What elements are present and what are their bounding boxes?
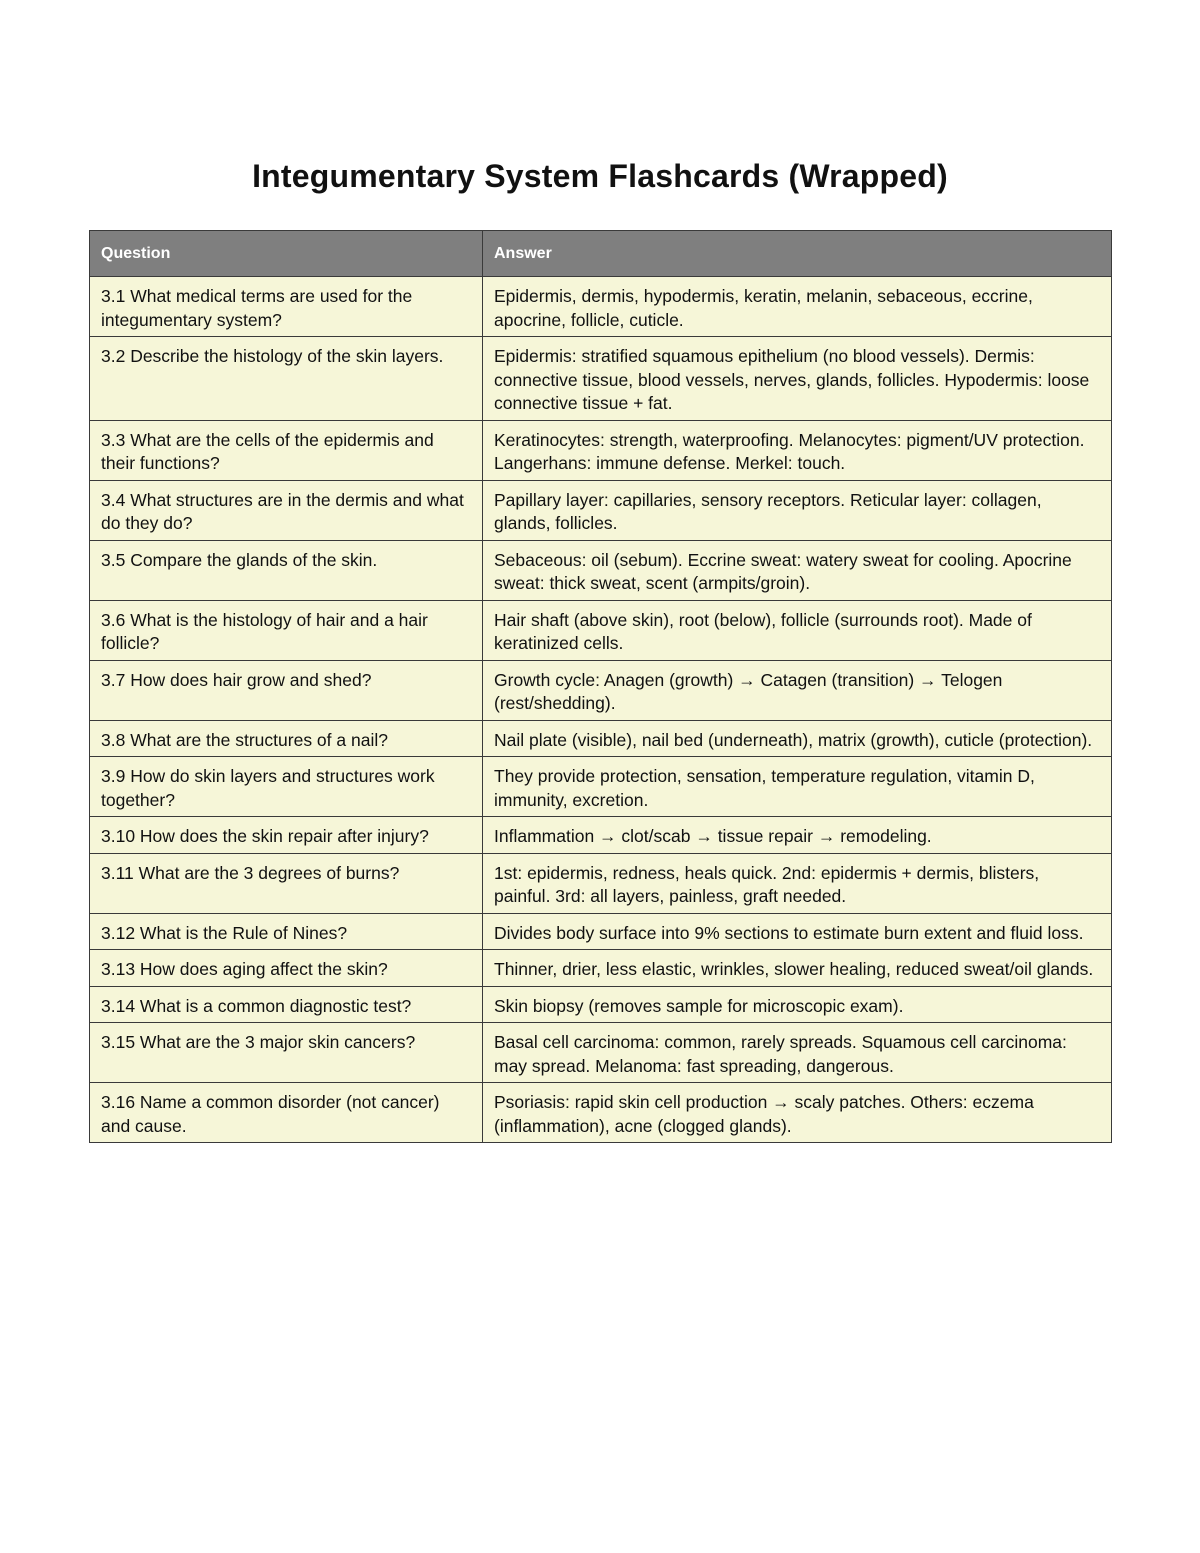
- table-row: [90, 480, 1112, 540]
- column-header-question: Question: [90, 231, 483, 277]
- question-cell: 3.7 How does hair grow and shed?: [90, 660, 483, 720]
- answer-cell: Hair shaft (above skin), root (below), follicle (surrounds root). Made of keratinized cells.: [483, 600, 1112, 660]
- question-cell: 3.12 What is the Rule of Nines?: [90, 913, 483, 950]
- question-cell: 3.3 What are the cells of the epidermis and their functions?: [90, 420, 483, 480]
- table-row: [90, 1083, 1112, 1143]
- answer-cell: Nail plate (visible), nail bed (underneath), matrix (growth), cuticle (protection).: [483, 720, 1112, 757]
- answer-cell: Skin biopsy (removes sample for microscopic exam).: [483, 986, 1112, 1023]
- answer-cell: Basal cell carcinoma: common, rarely spreads. Squamous cell carcinoma: may spread. Melanoma: fast spreading, dangerous.: [483, 1023, 1112, 1083]
- answer-cell: Inflammation → clot/scab → tissue repair → remodeling.: [483, 817, 1112, 854]
- question-cell: 3.9 How do skin layers and structures work together?: [90, 757, 483, 817]
- answer-cell: Divides body surface into 9% sections to estimate burn extent and fluid loss.: [483, 913, 1112, 950]
- question-cell: 3.10 How does the skin repair after injury?: [90, 817, 483, 854]
- answer-cell: Thinner, drier, less elastic, wrinkles, slower healing, reduced sweat/oil glands.: [483, 950, 1112, 987]
- table-row: [90, 540, 1112, 600]
- question-cell: 3.14 What is a common diagnostic test?: [90, 986, 483, 1023]
- question-cell: 3.8 What are the structures of a nail?: [90, 720, 483, 757]
- table-row: [90, 757, 1112, 817]
- question-cell: 3.6 What is the histology of hair and a hair follicle?: [90, 600, 483, 660]
- table-row: [90, 600, 1112, 660]
- page-title: Integumentary System Flashcards (Wrapped): [252, 158, 948, 194]
- table-header-row: [90, 231, 1112, 277]
- table-row: [90, 853, 1112, 913]
- table-row: [90, 660, 1112, 720]
- question-cell: 3.13 How does aging affect the skin?: [90, 950, 483, 987]
- answer-cell: Papillary layer: capillaries, sensory receptors. Reticular layer: collagen, glands, follicles.: [483, 480, 1112, 540]
- answer-cell: 1st: epidermis, redness, heals quick. 2nd: epidermis + dermis, blisters, painful. 3rd: all layers, painless, graft needed.: [483, 853, 1112, 913]
- question-cell: 3.5 Compare the glands of the skin.: [90, 540, 483, 600]
- answer-cell: Epidermis: stratified squamous epithelium (no blood vessels). Dermis: connective tissue, blood vessels, nerves, glands, follicles. Hypodermis: loose connective tissue + fat.: [483, 337, 1112, 421]
- question-cell: 3.1 What medical terms are used for the integumentary system?: [90, 277, 483, 337]
- answer-cell: Keratinocytes: strength, waterproofing. Melanocytes: pigment/UV protection. Langerhans: immune defense. Merkel: touch.: [483, 420, 1112, 480]
- table-row: [90, 720, 1112, 757]
- answer-cell: Epidermis, dermis, hypodermis, keratin, melanin, sebaceous, eccrine, apocrine, follicle, cuticle.: [483, 277, 1112, 337]
- table-row: [90, 1023, 1112, 1083]
- question-cell: 3.2 Describe the histology of the skin layers.: [90, 337, 483, 421]
- question-cell: 3.16 Name a common disorder (not cancer) and cause.: [90, 1083, 483, 1143]
- flashcards-table: [89, 230, 1112, 1143]
- table-row: [90, 950, 1112, 987]
- question-cell: 3.4 What structures are in the dermis and what do they do?: [90, 480, 483, 540]
- column-header-answer: Answer: [483, 231, 1112, 277]
- answer-cell: They provide protection, sensation, temperature regulation, vitamin D, immunity, excretion.: [483, 757, 1112, 817]
- answer-cell: Psoriasis: rapid skin cell production → scaly patches. Others: eczema (inflammation), acne (clogged glands).: [483, 1083, 1112, 1143]
- table-row: [90, 986, 1112, 1023]
- table-row: [90, 277, 1112, 337]
- table-row: [90, 913, 1112, 950]
- question-cell: 3.11 What are the 3 degrees of burns?: [90, 853, 483, 913]
- answer-cell: Growth cycle: Anagen (growth) → Catagen (transition) → Telogen (rest/shedding).: [483, 660, 1112, 720]
- answer-cell: Sebaceous: oil (sebum). Eccrine sweat: watery sweat for cooling. Apocrine sweat: thick sweat, scent (armpits/groin).: [483, 540, 1112, 600]
- table-row: [90, 420, 1112, 480]
- question-cell: 3.15 What are the 3 major skin cancers?: [90, 1023, 483, 1083]
- table-body: [90, 277, 1112, 1143]
- table-row: [90, 337, 1112, 421]
- table-row: [90, 817, 1112, 854]
